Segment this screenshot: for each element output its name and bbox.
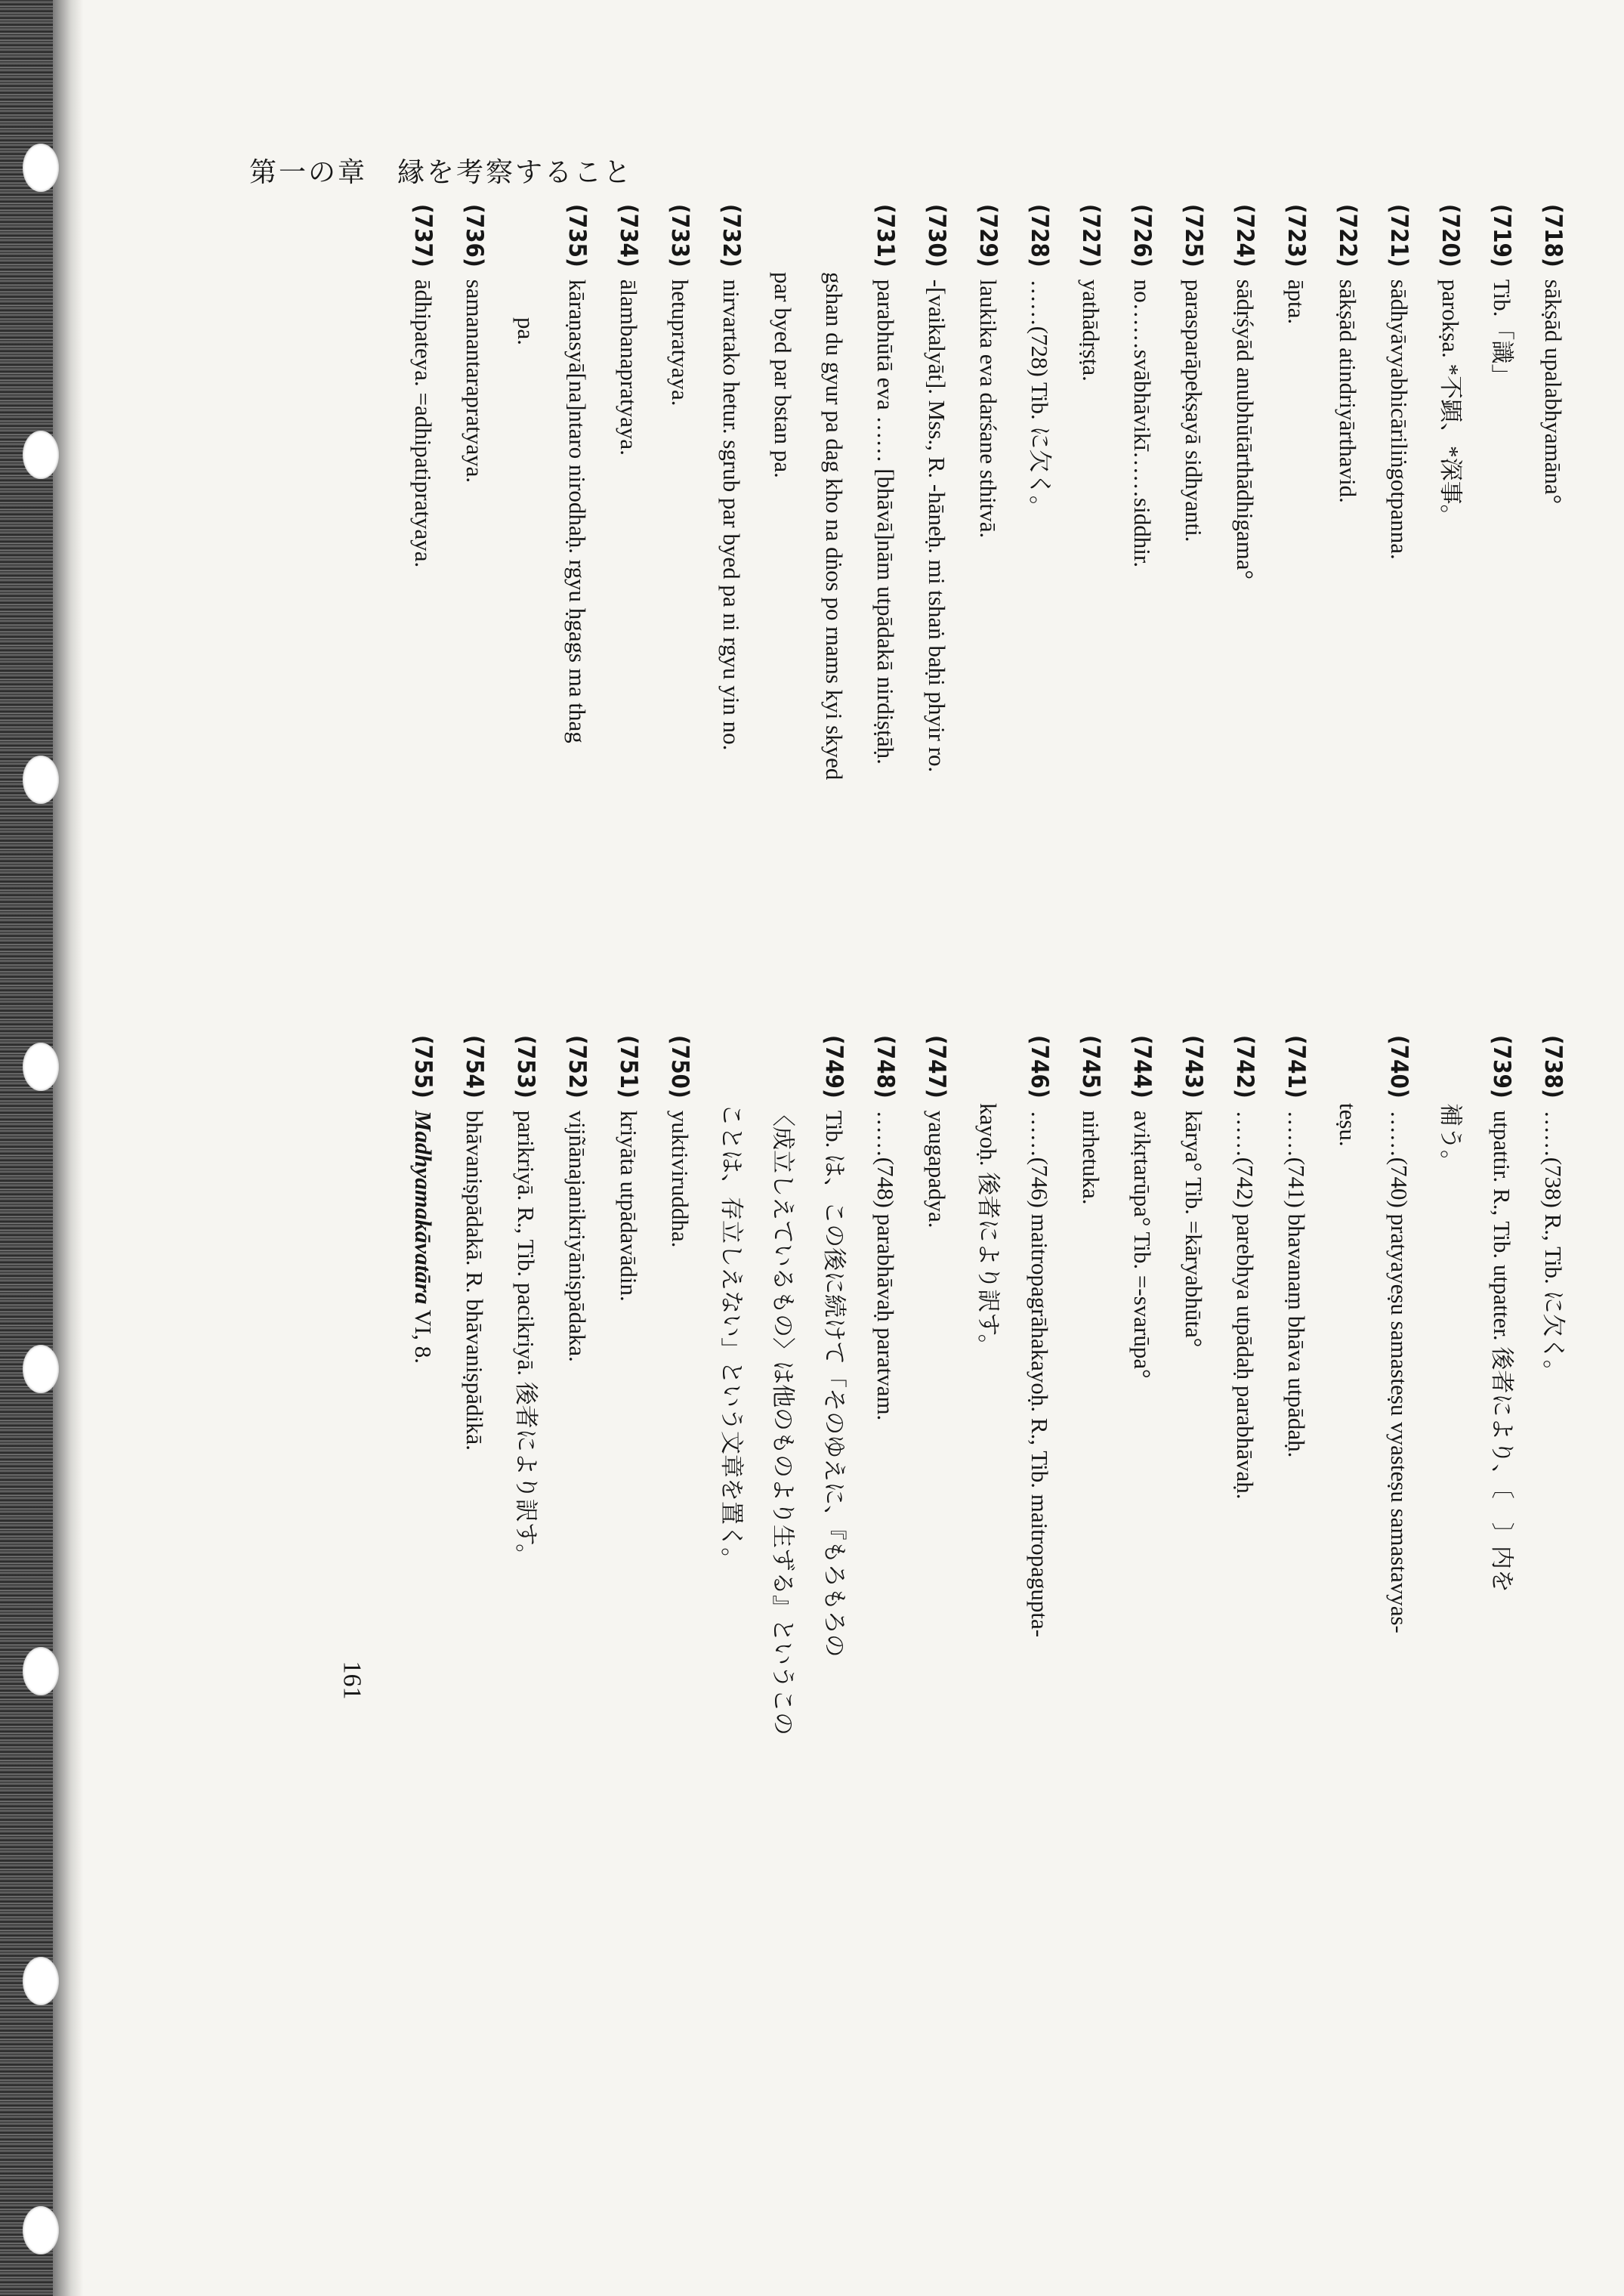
chapter-label: 第一の章 (249, 157, 368, 188)
endnote-item (911, 204, 962, 929)
endnote-text: ……(742) parebhya utpādaḥ parabhāvaḥ. (1232, 1110, 1258, 1500)
endnote-continuation: par byed par bstan pa. (770, 272, 796, 478)
endnote-number: (725) (1180, 204, 1207, 267)
punch-hole (23, 1043, 59, 1091)
endnote-text: parasparāpekṣayā sidhyanti. (1181, 279, 1207, 542)
endnote-number: (724) (1231, 204, 1258, 267)
endnote-item (654, 1035, 705, 1760)
endnote-number: (743) (1180, 1035, 1207, 1099)
endnote-number: (748) (872, 1035, 899, 1099)
endnote-item (1270, 1035, 1322, 1760)
endnote-number: (740) (1385, 1035, 1413, 1099)
endnote-text: avikṛtarūpa° Tib. =-svarūpa° (1129, 1110, 1156, 1379)
notes-column-right (397, 1035, 1579, 1760)
endnote-text: sākṣād upalabhyamāna° (1540, 279, 1567, 505)
notes-column-left (397, 204, 1579, 929)
endnote-continuation: teṣu. (1335, 1103, 1361, 1147)
endnote-item (1014, 204, 1065, 929)
endnote-item (551, 1035, 603, 1760)
endnote-number: (745) (1077, 1035, 1104, 1099)
punch-hole (23, 1647, 59, 1695)
endnote-text: yuktiviruddha. (667, 1110, 693, 1248)
endnote-text: ……(728) Tib. に欠く。 (1027, 279, 1053, 519)
endnote-number: (754) (461, 1035, 488, 1099)
endnote-item (603, 204, 654, 929)
endnote-item (1116, 204, 1168, 929)
endnote-number: (735) (563, 204, 591, 267)
punch-hole (23, 144, 59, 192)
endnote-text: hetupratyaya. (667, 279, 693, 406)
punch-hole (23, 2206, 59, 2254)
endnote-number: (747) (923, 1035, 950, 1099)
endnote-item (1219, 1035, 1270, 1760)
endnote-number: (746) (1026, 1035, 1053, 1099)
endnote-item (1527, 204, 1579, 929)
endnote-text: ……(741) bhavanaṃ bhāva utpādaḥ. (1283, 1110, 1310, 1458)
endnote-item (1219, 204, 1270, 929)
endnote-number: (732) (718, 204, 745, 267)
endnote-continuation: pa. (513, 317, 539, 346)
endnote-item (962, 204, 1014, 929)
endnote-text: bhāvaniṣpādakā. R. bhāvaniṣpādikā. (462, 1110, 488, 1451)
endnote-number: (721) (1385, 204, 1413, 267)
endnote-item (1168, 204, 1219, 929)
endnote-number: (720) (1437, 204, 1464, 267)
endnote-text: kriyāta utpādavādin. (616, 1110, 642, 1302)
endnote-item (449, 204, 500, 929)
endnote-item (1116, 1035, 1168, 1760)
endnote-continuation: 補う。 (1437, 1103, 1464, 1173)
endnote-text: yathādṛṣṭa. (1078, 279, 1104, 382)
endnote-item (603, 1035, 654, 1760)
endnote-number: (741) (1283, 1035, 1310, 1099)
endnote-number: (727) (1077, 204, 1104, 267)
punch-hole (23, 431, 59, 479)
endnote-item (1014, 1035, 1065, 1760)
endnote-number: (753) (512, 1035, 539, 1099)
endnote-item (551, 204, 603, 929)
endnote-item (1373, 204, 1425, 929)
punch-hole (23, 1957, 59, 2005)
endnote-text: ……(738) R., Tib. に欠く。 (1540, 1110, 1567, 1383)
endnote-number: (728) (1026, 204, 1053, 267)
endnote-number: (738) (1539, 1035, 1567, 1099)
endnote-continuation: ことは、存立しえない」という文章を置く。 (718, 1103, 745, 1571)
endnote-item (1322, 204, 1373, 929)
punch-hole (23, 756, 59, 804)
endnote-item (1373, 1035, 1425, 1760)
endnote-item (1476, 1035, 1527, 1760)
endnote-text: samanantarapratyaya. (462, 279, 488, 484)
endnote-text: āpta. (1283, 279, 1310, 325)
endnote-continuation: gshan du gyur pa dag kho na dṅos po rnams kyi skyed (821, 272, 848, 780)
endnote-number: (749) (820, 1035, 848, 1099)
binding-edge (0, 0, 53, 2296)
endnote-text: Tib.「識」 (1489, 279, 1515, 388)
endnote-number: (750) (666, 1035, 693, 1099)
endnote-text: Tib. は、この後に続けて「そのゆえに、『もろもろの (821, 1110, 848, 1658)
endnotes-block (317, 204, 1579, 1760)
endnote-item (397, 204, 449, 929)
endnote-text: nirhetuka. (1078, 1110, 1104, 1205)
endnote-text: ālambanapratyaya. (616, 279, 642, 456)
endnote-item (860, 1035, 911, 1760)
endnote-text: kārya° Tib. =kāryabhūta° (1181, 1110, 1207, 1348)
endnote-text: nirvartako hetur. sgrub par byed pa ni rgyu yin no. (718, 279, 745, 751)
endnote-number: (733) (666, 204, 693, 267)
endnote-item (449, 1035, 500, 1760)
endnote-number: (734) (615, 204, 642, 267)
endnote-number: (752) (563, 1035, 591, 1099)
endnote-number: (731) (872, 204, 899, 267)
endnote-number: (736) (461, 204, 488, 267)
endnote-item (1425, 204, 1476, 929)
endnote-text: ……(746) maitropagrāhakayoḥ. R., Tib. maitropagupta- (1027, 1110, 1053, 1638)
punch-hole (23, 1345, 59, 1393)
chapter-title: 縁を考察すること (397, 157, 634, 188)
endnote-text: ……(740) pratyayeṣu samasteṣu vyasteṣu samastavyas- (1386, 1110, 1413, 1633)
endnote-text: sādṛśyād anubhūtārthādhigama° (1232, 279, 1258, 579)
endnote-text: utpattir. R., Tib. utpatter. 後者により、〔 〕内を (1489, 1110, 1515, 1593)
running-header (249, 151, 633, 190)
endnote-text: no……svābhāvikī……siddhir. (1129, 279, 1156, 568)
endnote-text: laukika eva darśane sthitvā. (975, 279, 1002, 539)
endnote-item (397, 1035, 449, 1760)
endnote-number: (723) (1283, 204, 1310, 267)
endnote-number: (719) (1488, 204, 1515, 267)
endnote-item (705, 204, 757, 929)
endnote-text: ……(748) parabhāvaḥ paratvam. (872, 1110, 899, 1421)
endnote-continuation: 〈成立しえているもの〉は他のものより生ずる』というこの (770, 1103, 796, 1735)
endnote-text: parokṣa. *不顕、*深事。 (1437, 279, 1464, 528)
endnote-number: (730) (923, 204, 950, 267)
endnote-text: ādhipateya. =adhipatipratyaya. (410, 279, 437, 568)
endnote-text: vijñānajanikriyāniṣpādaka. (564, 1110, 591, 1362)
endnote-item (1065, 204, 1116, 929)
endnote-text: sādhyāvyabhicāriliṅgotpanna. (1386, 279, 1413, 560)
endnote-number: (737) (409, 204, 437, 267)
endnote-text: yaugapadya. (924, 1110, 950, 1228)
endnote-text: parikriyā. R., Tib. pacikriyā. 後者により訳す。 (513, 1110, 539, 1568)
endnote-text: Madhyamakāvatāra VI, 8. (410, 1110, 437, 1364)
endnote-text: kāraṇasyā[na]ntaro nirodhaḥ. rgyu ḥgags ma thag (564, 279, 591, 743)
endnote-item (1270, 204, 1322, 929)
endnote-number: (729) (974, 204, 1002, 267)
endnote-number: (751) (615, 1035, 642, 1099)
page-number: 161 (338, 1661, 366, 1700)
endnote-item (1476, 204, 1527, 929)
endnote-continuation: kayoḥ. 後者により訳す。 (975, 1103, 1002, 1358)
endnote-text: -[vaikalyāt]. Mss., R. -hāneḥ. mi tshaṅ baḥi phyir ro. (924, 279, 950, 773)
endnote-number: (742) (1231, 1035, 1258, 1099)
endnote-item (654, 204, 705, 929)
endnote-number: (755) (409, 1035, 437, 1099)
endnote-item (500, 1035, 551, 1760)
endnote-number: (726) (1128, 204, 1156, 267)
endnote-text: sākṣād atindriyārthavid. (1335, 279, 1361, 503)
endnote-item (860, 204, 911, 929)
endnote-number: (744) (1128, 1035, 1156, 1099)
endnote-item (1527, 1035, 1579, 1760)
endnote-number: (722) (1334, 204, 1361, 267)
endnote-item (1065, 1035, 1116, 1760)
endnote-item (808, 1035, 860, 1760)
endnote-item (911, 1035, 962, 1760)
endnote-number: (739) (1488, 1035, 1515, 1099)
binding-shadow (53, 0, 83, 2296)
endnote-number: (718) (1539, 204, 1567, 267)
endnote-item (1168, 1035, 1219, 1760)
endnote-text: parabhūtā eva …… [bhāvā]nām utpādakā nirdiṣṭāḥ. (872, 279, 899, 765)
